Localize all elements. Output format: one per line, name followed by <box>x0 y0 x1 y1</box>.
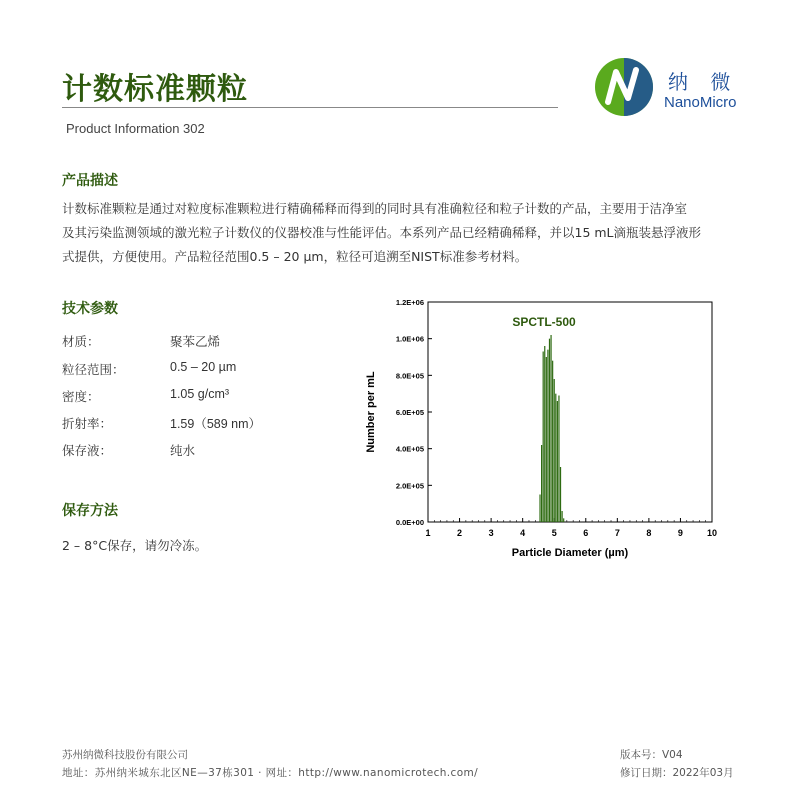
chart-y-axis-label: Number per mL <box>365 371 377 453</box>
storage-instructions: 2 – 8°C保存，请勿冷冻。 <box>62 538 208 553</box>
y-tick-label: 1.0E+06 <box>395 334 424 344</box>
description-line: 计数标准颗粒是通过对粒度标准颗粒进行精确稀释而得到的同时具有准确粒径和粒子计数的产品，主要用于洁净室 <box>62 201 688 216</box>
chart-bar <box>558 396 559 523</box>
chart-bar <box>554 379 555 522</box>
chart-plot-frame <box>428 302 712 522</box>
chart-bar <box>539 495 540 523</box>
description-line: 式提供，方便使用。产品粒径范围0.5 – 20 µm，粒径可追溯至NIST标准参考材料。 <box>62 249 528 264</box>
footer-version: 版本号：V04 <box>620 749 683 761</box>
spec-label: 粒径范围： <box>62 362 125 377</box>
chart-bar <box>541 445 542 522</box>
description-heading: 产品描述 <box>62 173 118 189</box>
footer-address: 地址：苏州纳米城东北区NE—37栋301 · 网址：http://www.nanomicrotech.com/ <box>62 767 479 779</box>
y-tick-label: 2.0E+05 <box>395 481 424 491</box>
spec-value: 聚苯乙烯 <box>170 335 221 349</box>
chart-title: SPCTL-500 <box>512 315 576 329</box>
chart-bar <box>555 394 556 522</box>
spec-label: 密度： <box>62 389 100 404</box>
x-tick-label: 8 <box>646 528 652 538</box>
spec-value: 1.05 g/cm³ <box>170 387 230 401</box>
particle-size-chart <box>362 290 722 570</box>
specs-heading: 技术参数 <box>62 301 118 317</box>
spec-value: 纯水 <box>170 444 196 458</box>
spec-value: 0.5 – 20 µm <box>170 360 237 374</box>
spec-label: 保存液： <box>62 443 113 458</box>
page-title: 计数标准颗粒 <box>62 72 248 107</box>
y-tick-label: 8.0E+05 <box>395 371 424 381</box>
chart-x-axis-label: Particle Diameter (µm) <box>511 547 629 559</box>
spec-value: 1.59（589 nm） <box>170 417 262 431</box>
description-line: 及其污染监测领域的激光粒子计数仪的仪器校准与性能评估。本系列产品已经精确稀释，并以15 mL滴瓶装悬浮液形 <box>62 225 702 240</box>
chart-bar <box>552 361 553 522</box>
y-tick-label: 0.0E+00 <box>395 518 424 527</box>
chart-bar <box>557 401 558 522</box>
chart-bar <box>560 467 561 522</box>
x-tick-label: 1 <box>425 528 431 538</box>
logo-chinese-name: 纳 微 <box>668 70 739 94</box>
y-tick-label: 4.0E+05 <box>395 444 424 454</box>
chart-bar <box>546 357 547 522</box>
x-tick-label: 2 <box>457 528 463 538</box>
chart-bar <box>550 335 551 522</box>
y-tick-label: 6.0E+05 <box>395 408 424 417</box>
chart-bar <box>563 518 564 522</box>
x-tick-label: 4 <box>520 528 526 538</box>
chart-bar <box>549 339 550 522</box>
chart-bar <box>562 511 563 522</box>
chart-bar <box>544 346 545 522</box>
product-description <box>62 197 752 269</box>
x-tick-label: 3 <box>488 528 494 538</box>
x-tick-label: 9 <box>677 528 683 538</box>
x-tick-label: 7 <box>614 528 620 538</box>
footer-revision-date: 修订日期：2022年03月 <box>620 767 734 779</box>
product-info-code: Product Information 302 <box>66 121 205 136</box>
storage-heading: 保存方法 <box>62 503 118 519</box>
title-divider <box>62 107 558 108</box>
x-tick-label: 6 <box>583 528 589 538</box>
spec-label: 材质： <box>62 334 100 349</box>
footer-company: 苏州纳微科技股份有限公司 <box>62 749 188 761</box>
y-tick-label: 1.2E+06 <box>395 298 424 307</box>
x-tick-label: 5 <box>551 528 557 538</box>
logo-english-name: NanoMicro <box>664 94 737 111</box>
x-tick-label: 10 <box>706 528 718 538</box>
spec-label: 折射率： <box>62 416 113 431</box>
chart-bar <box>543 352 544 523</box>
chart-bar <box>547 350 548 522</box>
